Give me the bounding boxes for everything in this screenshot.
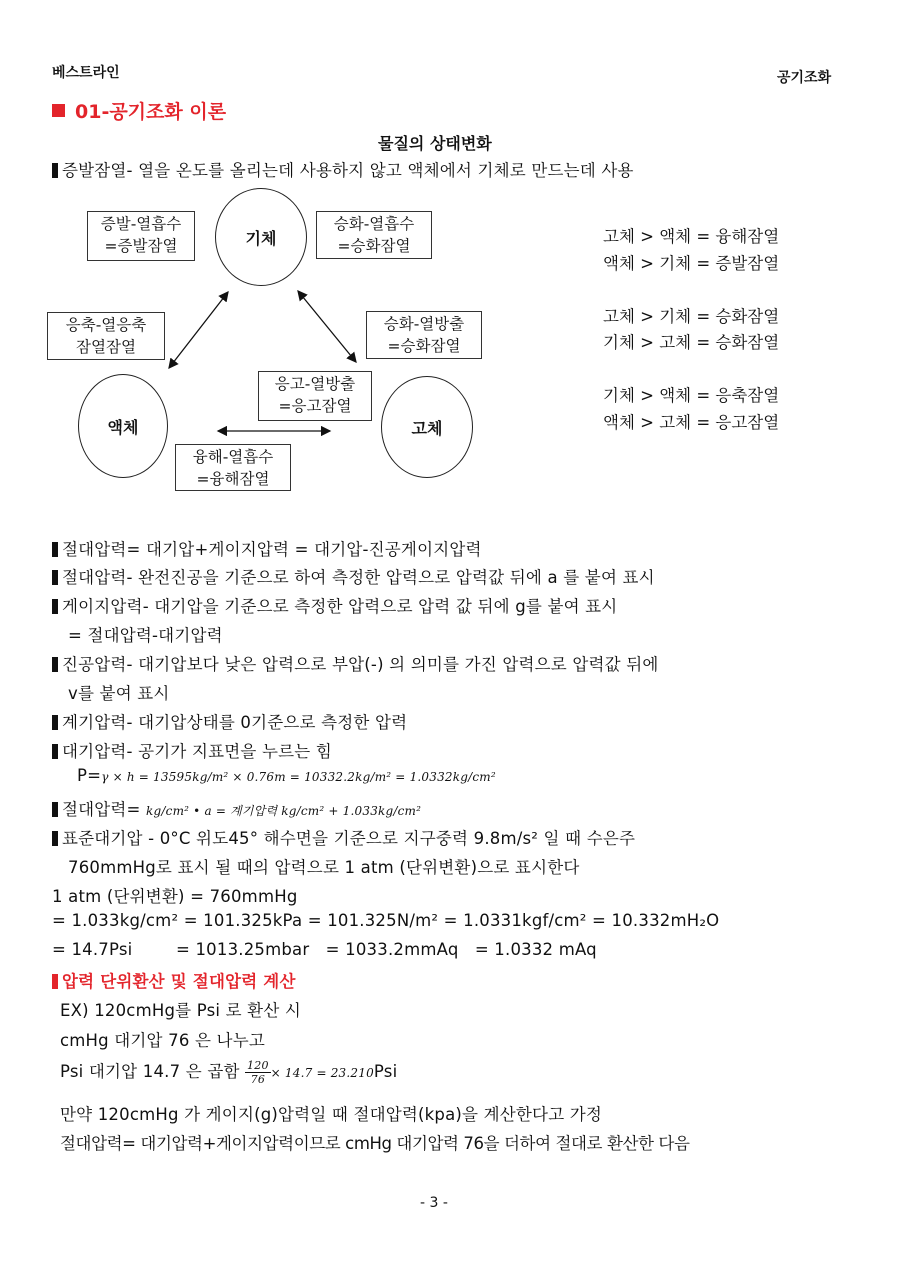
- line-text: 계기압력- 대기압상태를 0기준으로 측정한 압력: [62, 713, 408, 732]
- box-sublimation-release: [366, 311, 482, 359]
- line-standard-atm-cont: 760mmHg로 표시 될 때의 압력으로 1 atm (단위변환)으로 표시한다: [68, 858, 580, 877]
- box-line: 승화-열흡수: [333, 215, 415, 233]
- formula-prefix: P=: [77, 766, 102, 785]
- box-line: =승화잠열: [337, 237, 411, 255]
- transition-item: 기체 > 액체 = 응축잠열: [603, 386, 780, 405]
- transition-item: 고체 > 액체 = 융해잠열: [603, 227, 780, 246]
- page-number: - 3 -: [420, 1195, 448, 1211]
- transition-item: 액체 > 고체 = 응고잠열: [603, 413, 780, 432]
- section-title-text: 01-공기조화 이론: [75, 101, 227, 123]
- step-suffix: Psi: [373, 1062, 398, 1081]
- bullet-icon: [52, 744, 58, 759]
- box-condensation: [47, 312, 165, 360]
- header-left: 베스트라인: [52, 65, 120, 81]
- transition-item: 고체 > 기체 = 승화잠열: [603, 307, 780, 326]
- formula-absolute: [52, 796, 421, 820]
- box-line: 융해-열흡수: [192, 448, 274, 466]
- box-line: =증발잠열: [104, 237, 178, 255]
- box-line: 증발-열흡수: [100, 215, 182, 233]
- bullet-icon: [52, 974, 58, 989]
- header-right: 공기조화: [777, 70, 832, 86]
- line-vacuum-def-cont: v를 붙여 표시: [68, 684, 170, 703]
- line-text: 게이지압력- 대기압을 기준으로 측정한 압력으로 압력 값 뒤에 g를 붙여 표시: [62, 597, 618, 616]
- line-text: 진공압력- 대기압보다 낮은 압력으로 부압(-) 의 의미를 가진 압력으로 압력값 뒤에: [62, 655, 659, 674]
- liquid-circle: 액체: [78, 374, 168, 478]
- line-atm-1: 1 atm (단위변환) = 760mmHg: [52, 887, 298, 906]
- box-sublimation-absorb: [316, 211, 432, 259]
- arrow-gas-solid: [298, 291, 356, 362]
- gas-circle: 기체: [215, 188, 307, 286]
- line-text: 절대압력= 대기압+게이지압력 = 대기압-진공게이지압력: [62, 540, 482, 559]
- line-absolute-pressure: [52, 536, 482, 560]
- unit-step-4: 절대압력= 대기압력+게이지압력이므로 cmHg 대기압력 76을 더하여 절대로 환산한 다음: [60, 1134, 690, 1153]
- solid-circle: 고체: [381, 376, 473, 478]
- bullet-icon: [52, 570, 58, 585]
- line-text: 대기압력- 공기가 지표면을 누르는 힘: [62, 742, 333, 761]
- line-atmospheric-def: [52, 738, 332, 762]
- box-line: =융해잠열: [196, 470, 270, 488]
- unit-example: EX) 120cmHg를 Psi 로 환산 시: [60, 1001, 302, 1020]
- fraction: [245, 1059, 271, 1086]
- box-line: 응고-열방출: [274, 375, 356, 393]
- box-line: 응축-열응축: [65, 316, 147, 334]
- intro-line-text: 증발잠열- 열을 온도를 올리는데 사용하지 않고 액체에서 기체로 만드는데 사용: [62, 161, 634, 180]
- box-line: 승화-열방출: [383, 315, 465, 333]
- formula-p: [77, 766, 496, 785]
- unit-section-title-text: 압력 단위환산 및 절대압력 계산: [62, 972, 296, 991]
- line-text: 표준대기압 - 0°C 위도45° 해수면을 기준으로 지구중력 9.8m/s² 일 때 수은주: [62, 829, 636, 848]
- unit-step-2: [60, 1058, 397, 1086]
- bullet-icon: [52, 542, 58, 557]
- line-gauge-eq: = 절대압력-대기압력: [68, 626, 223, 645]
- subtitle: 물질의 상태변화: [378, 134, 492, 153]
- bullet-icon: [52, 599, 58, 614]
- line-instrument-def: [52, 709, 407, 733]
- box-evaporation: [87, 211, 195, 261]
- bullet-icon: [52, 657, 58, 672]
- unit-step-1: cmHg 대기압 76 은 나누고: [60, 1031, 265, 1050]
- box-line: =승화잠열: [387, 337, 461, 355]
- box-freezing: [258, 371, 372, 421]
- step-prefix: Psi 대기압 14.7 은 곱함: [60, 1062, 240, 1081]
- box-line: 잠열잠열: [76, 338, 136, 356]
- line-standard-atm: [52, 825, 635, 849]
- line-atm-2: = 1.033kg/cm² = 101.325kPa = 101.325N/m² = 1.0331kgf/cm² = 10.332mH₂O: [52, 911, 720, 930]
- bullet-icon: [52, 831, 58, 846]
- box-melting: [175, 444, 291, 491]
- bullet-icon: [52, 802, 58, 817]
- unit-section-title: [52, 968, 296, 992]
- line-gauge-def: [52, 593, 617, 617]
- unit-step-3: 만약 120cmHg 가 게이지(g)압력일 때 절대압력(kpa)을 계산한다고 가정: [60, 1105, 603, 1124]
- formula-prefix: 절대압력=: [62, 800, 141, 819]
- fraction-denominator: 76: [250, 1073, 266, 1086]
- transition-item: 액체 > 기체 = 증발잠열: [603, 254, 780, 273]
- transition-item: 기체 > 고체 = 승화잠열: [603, 333, 780, 352]
- formula-expression: γ × h = 13595kg/m² × 0.76m = 10332.2kg/m² = 1.0332kg/cm²: [101, 770, 496, 784]
- line-text: 절대압력- 완전진공을 기준으로 하여 측정한 압력으로 압력값 뒤에 a 를 붙여 표시: [62, 568, 655, 587]
- bullet-icon: [52, 715, 58, 730]
- line-absolute-def: [52, 564, 655, 588]
- step-expression: × 14.7 = 23.210: [270, 1066, 374, 1080]
- line-atm-3: = 14.7Psi = 1013.25mbar = 1033.2mmAq = 1.0332 mAq: [52, 940, 597, 959]
- formula-expression: kg/cm² • a = 계기압력 kg/cm² + 1.033kg/cm²: [146, 804, 422, 818]
- box-line: =응고잠열: [278, 397, 352, 415]
- arrow-gas-liquid: [169, 292, 228, 368]
- fraction-numerator: 120: [247, 1059, 269, 1072]
- line-vacuum-def: [52, 651, 658, 675]
